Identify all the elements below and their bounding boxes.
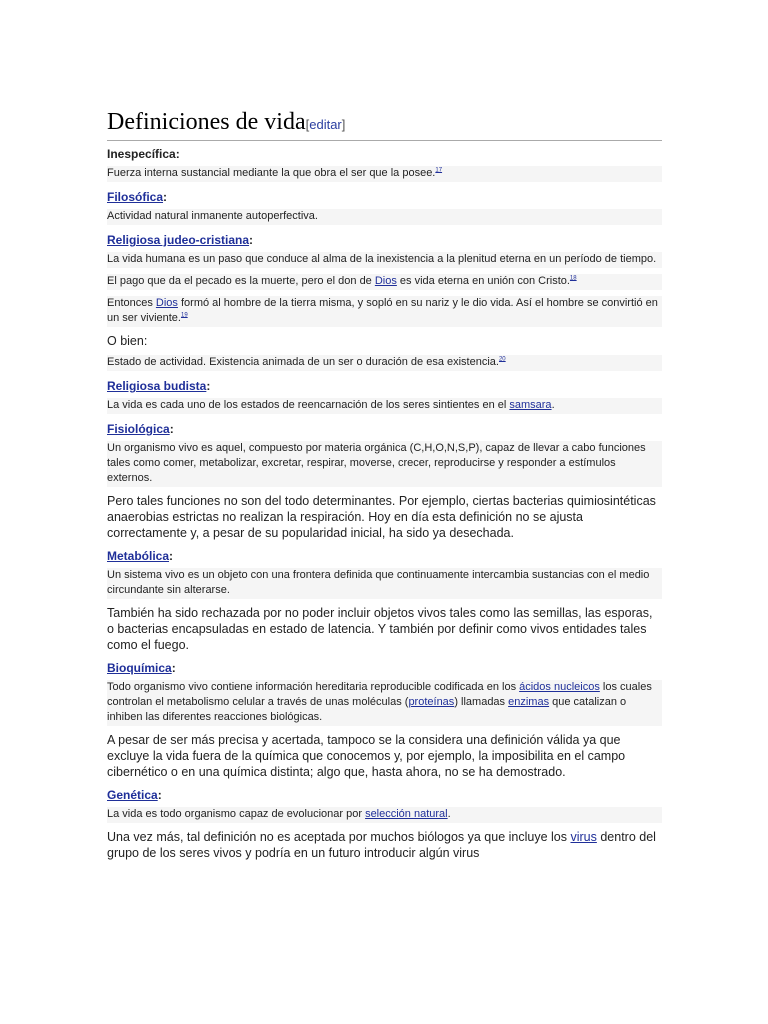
section-heading [107,108,662,141]
ref-link-20[interactable]: 20 [498,356,506,363]
quote-inespecifica: Fuerza interna sustancial mediante la que obra el ser que la posee.$^{17}$ [107,166,662,182]
quote-budista: La vida es cada uno de los estados de reencarnación de los seres sintientes en el samsara. [107,398,662,414]
paragraph-bioquimica: A pesar de ser más precisa y acertada, tampoco se la considera una definición válida ya que excluye la vida fuera de la química que conocemos y, por ejemplo, la imposibilita en el campo cibernético o en una química distinta; algo que, hasta ahora, no se ha demostrado. [107,733,626,779]
link-religiosa-budista[interactable]: Religiosa budista [107,379,207,393]
ref-link-17[interactable]: 17 [435,167,443,174]
heading-bioquimica: Bioquímica: [107,661,176,675]
link-seleccion-natural[interactable]: selección natural [365,808,448,820]
ref-link-18[interactable]: 18 [569,275,577,282]
heading-religiosa: Religiosa judeo-cristiana: [107,233,254,247]
heading-inespecifica: Inespecífica: [107,147,180,161]
heading-budista: Religiosa budista: [107,379,211,393]
link-enzimas[interactable]: enzimas [508,696,550,708]
heading-metabolica: Metabólica: [107,549,174,563]
link-samsara[interactable]: samsara [509,399,552,411]
quote-religiosa-3: Entonces Dios formó al hombre de la tierra misma, y sopló en su nariz y le dio vida. Así el hombre se convirtió en un ser viviente.$^{19}$ [107,296,662,327]
paragraph-genetica: Una vez más, tal definición no es aceptada por muchos biólogos ya que incluye los virus dentro del grupo de los seres vivos y podría en un futuro introducir algún virus [107,830,656,860]
link-dios[interactable]: Dios [374,275,397,287]
link-filosofica[interactable]: Filosófica [107,190,164,204]
quote-fisiologica: Un organismo vivo es aquel, compuesto por materia orgánica (C,H,O,N,S,P), capaz de llevar a cabo funciones tales como comer, metabolizar, excretar, respirar, moverse, crecer, reproducirse y responder a estímulos externos. [107,441,662,487]
article [107,108,662,867]
link-fisiologica[interactable]: Fisiológica [107,422,170,436]
link-bioquimica[interactable]: Bioquímica [107,661,172,675]
quote-metabolica: Un sistema vivo es un objeto con una frontera definida que continuamente intercambia sustancias con el medio circundante sin alterarse. [107,568,662,599]
link-virus[interactable]: virus [570,830,597,844]
page-title: Definiciones de vida [107,109,306,135]
quote-bioquimica: Todo organismo vivo contiene información hereditaria reproducible codificada en los ácidos nucleicos los cuales controlan el metabolismo celular a través de unas moléculas (proteínas) llamadas enzimas que catalizan o inhiben las diferentes reacciones biológicas. [107,680,662,726]
ref-link-19[interactable]: 19 [180,312,188,319]
edit-link[interactable]: editar [309,117,342,132]
quote-religiosa-2: El pago que da el pecado es la muerte, pero el don de Dios es vida eterna en unión con Cristo.$^{18}$ [107,274,662,290]
link-metabolica[interactable]: Metabólica [107,549,170,563]
link-religiosa-judeo-cristiana[interactable]: Religiosa judeo-cristiana [107,233,250,247]
paragraph-fisiologica: Pero tales funciones no son del todo determinantes. Por ejemplo, ciertas bacterias quimiosintéticas anaerobias estrictas no realizan la respiración. Hoy en día esta definición no se ajusta correctamente y, a pesar de su popularidad inicial, ha sido ya desechada. [107,494,656,540]
heading-genetica: Genética: [107,788,162,802]
link-dios-2[interactable]: Dios [155,297,178,309]
heading-filosofica: Filosófica: [107,190,168,204]
heading-fisiologica: Fisiológica: [107,422,174,436]
quote-religiosa-4: Estado de actividad. Existencia animada de un ser o duración de esa existencia.$^{20}$ [107,355,662,371]
quote-filosofica: Actividad natural inmanente autoperfectiva. [107,209,662,225]
link-genetica[interactable]: Genética [107,788,158,802]
paragraph-obien: O bien: [107,334,148,348]
edit-section: [editar] [305,117,346,132]
quote-genetica: La vida es todo organismo capaz de evolucionar por selección natural. [107,807,662,823]
link-acidos-nucleicos[interactable]: ácidos nucleicos [519,681,600,693]
link-proteinas[interactable]: proteínas [408,696,455,708]
paragraph-metabolica: También ha sido rechazada por no poder incluir objetos vivos tales como las semillas, las esporas, o bacterias encapsuladas en estado de latencia. Y también por definir como vivos entidades tales como el fuego. [107,606,653,652]
quote-religiosa-1: La vida humana es un paso que conduce al alma de la inexistencia a la plenitud eterna en un período de tiempo. [107,252,662,268]
